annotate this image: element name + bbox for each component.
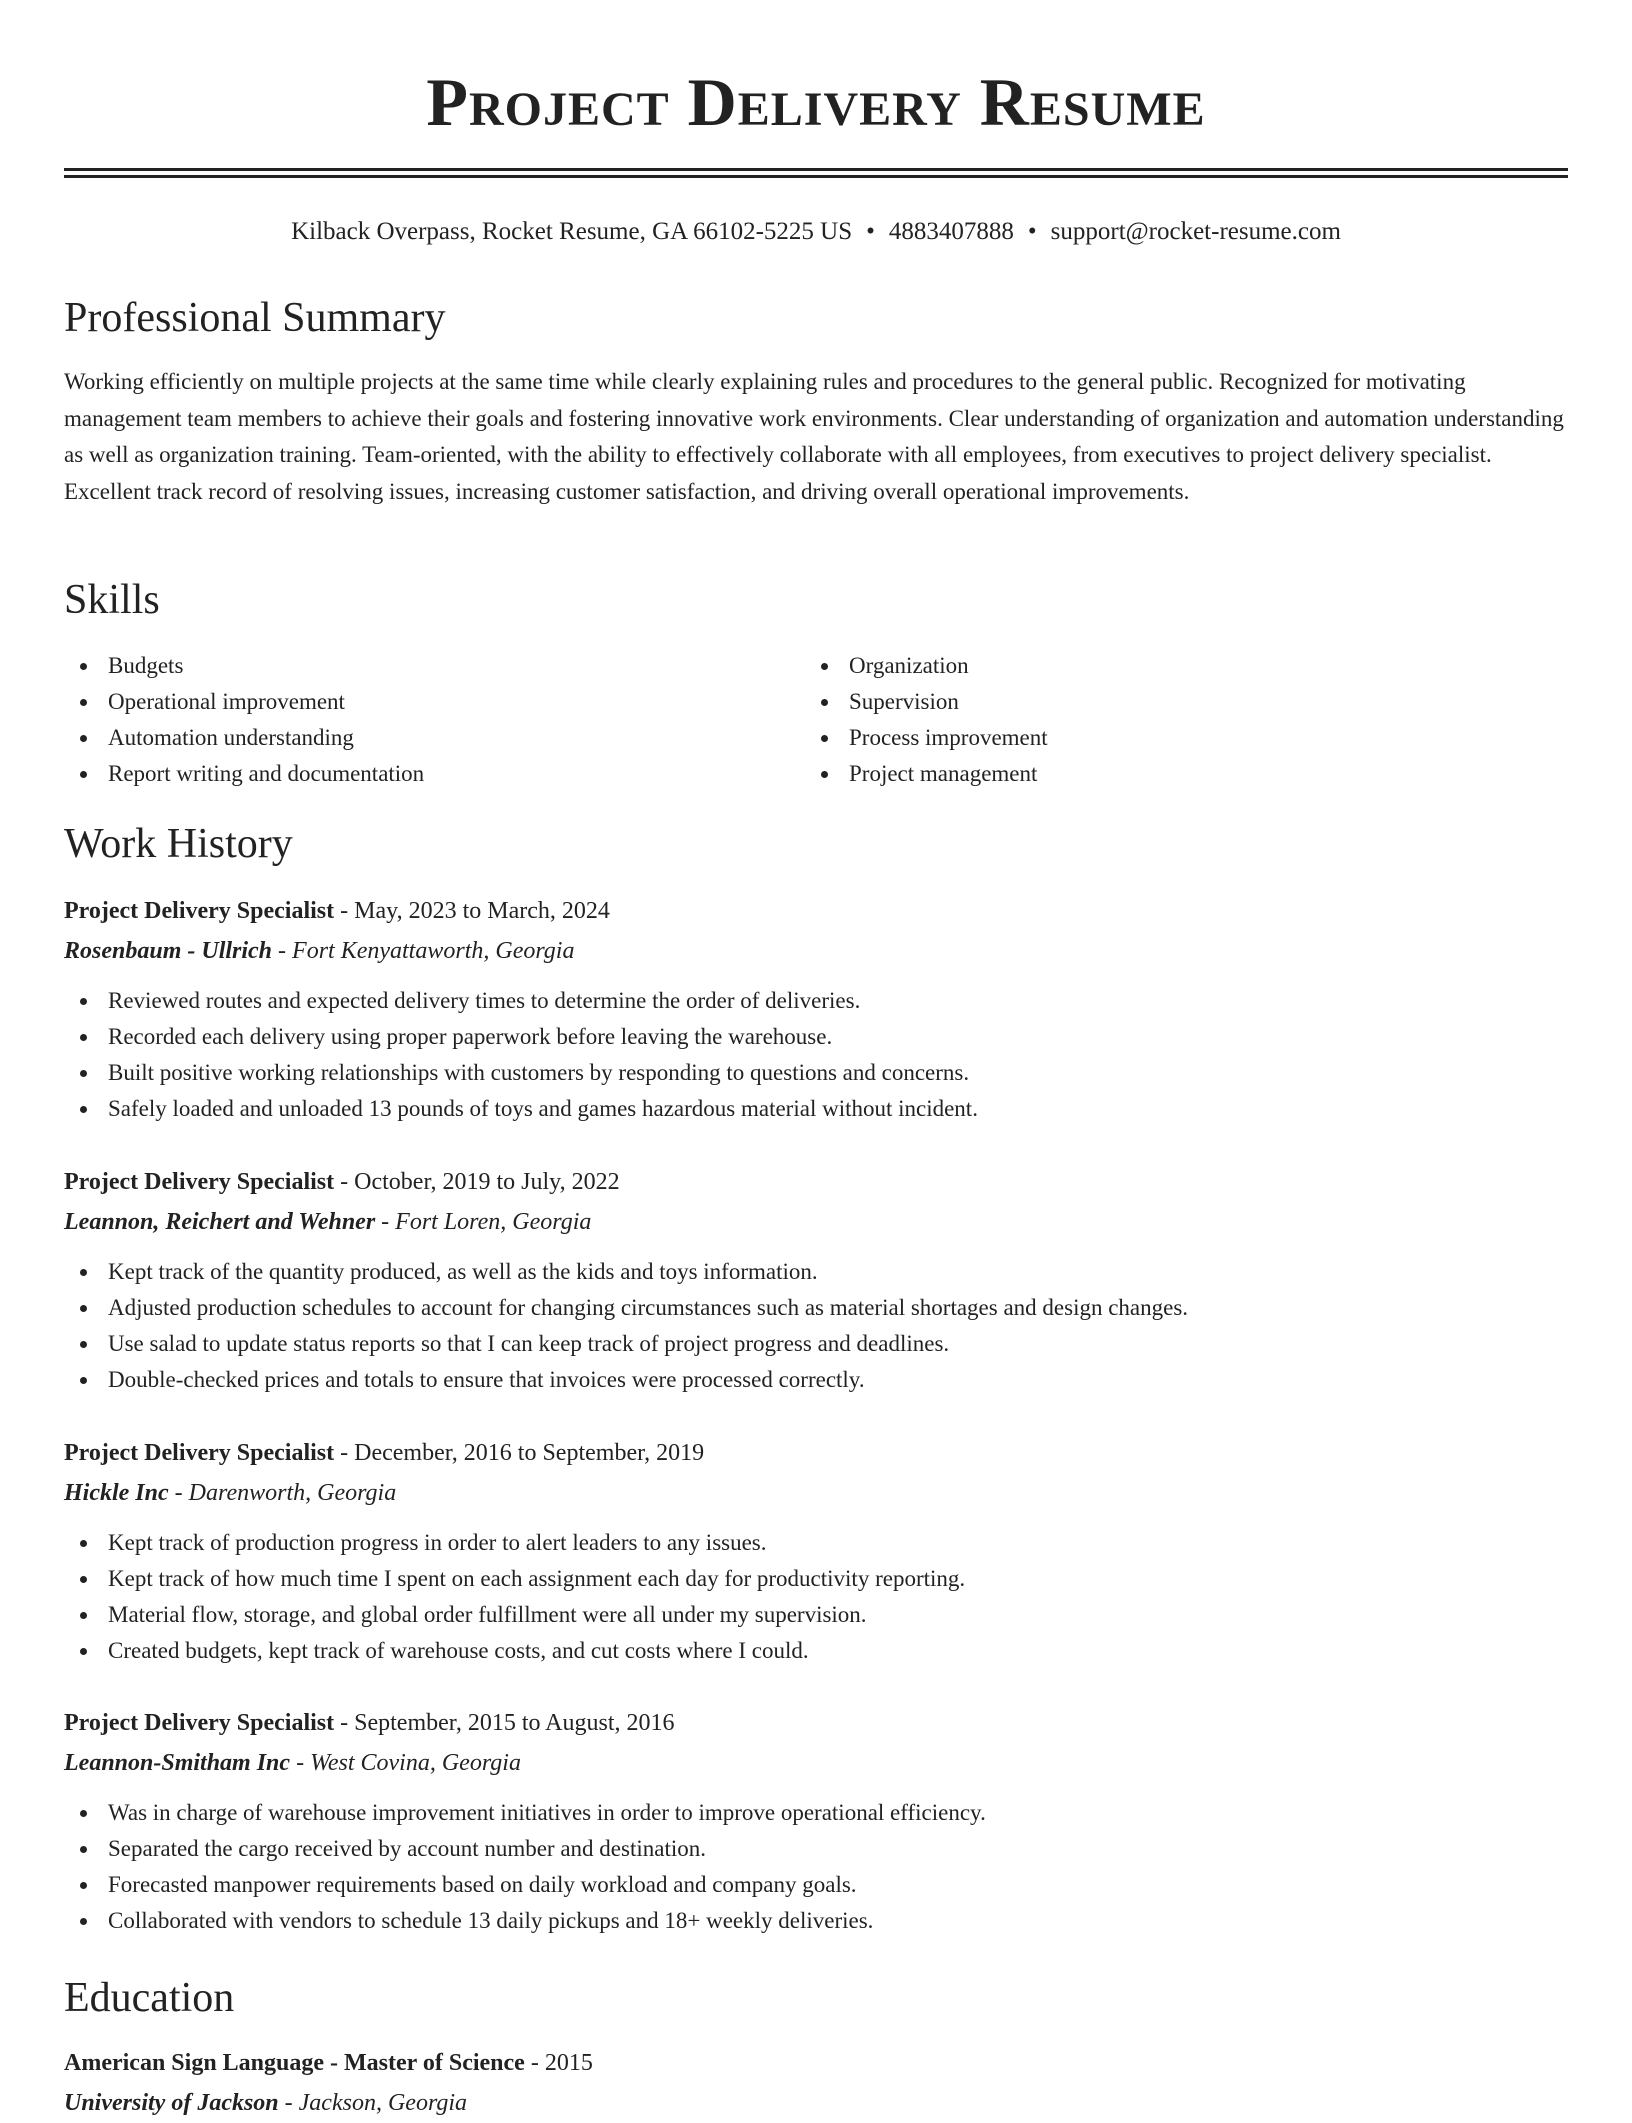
job-bullet: Was in charge of warehouse improvement initiatives in order to improve operational efficiency.: [64, 1795, 1568, 1831]
skill-item: Project management: [805, 756, 1565, 792]
job-entry: [64, 1703, 1568, 1939]
education-school: University of Jackson: [64, 2090, 279, 2116]
job-separator: -: [168, 1480, 189, 1506]
job-bullets: [64, 1254, 1568, 1398]
education-degree: American Sign Language - Master of Science: [64, 2050, 525, 2076]
job-dates: October, 2019 to July, 2022: [354, 1169, 620, 1195]
job-separator: -: [272, 938, 293, 964]
job-bullets: [64, 1525, 1568, 1669]
skills-list-right: [805, 648, 1565, 792]
job-role: Project Delivery Specialist: [64, 1710, 335, 1736]
job-location: Fort Kenyattaworth, Georgia: [292, 938, 575, 964]
job-dates: September, 2015 to August, 2016: [354, 1710, 675, 1736]
education-heading: Education: [64, 1975, 235, 2021]
job-org-line: [64, 931, 1568, 971]
job-role: Project Delivery Specialist: [64, 1440, 335, 1466]
contact-email: support@rocket-resume.com: [1050, 218, 1341, 245]
title-divider-bottom: [64, 175, 1568, 178]
contact-phone: 4883407888: [888, 218, 1014, 245]
job-bullets: [64, 983, 1568, 1127]
job-entry: [64, 1433, 1568, 1669]
job-separator: -: [290, 1750, 311, 1776]
resume-page: [64, 0, 1568, 2116]
skill-item: Operational improvement: [64, 684, 804, 720]
job-title-line: [64, 891, 1568, 931]
job-org-line: [64, 1473, 1568, 1513]
education-degree-line: [64, 2043, 1568, 2083]
job-bullet: Material flow, storage, and global order fulfillment were all under my supervision.: [64, 1597, 1568, 1633]
job-bullet: Double-checked prices and totals to ensure that invoices were processed correctly.: [64, 1362, 1568, 1398]
job-location: Fort Loren, Georgia: [395, 1209, 592, 1235]
skills-list-left: [64, 648, 804, 792]
resume-title: Project Delivery Resume: [426, 64, 1206, 140]
job-entry: [64, 1162, 1568, 1398]
job-org-line: [64, 1743, 1568, 1783]
job-company: Leannon-Smitham Inc: [64, 1750, 291, 1776]
work-history-heading: Work History: [64, 821, 293, 867]
skills-heading: Skills: [64, 577, 160, 623]
job-bullet: Kept track of production progress in order to alert leaders to any issues.: [64, 1525, 1568, 1561]
job-org-line: [64, 1202, 1568, 1242]
job-bullet: Safely loaded and unloaded 13 pounds of toys and games hazardous material without incident.: [64, 1091, 1568, 1127]
job-bullet: Use salad to update status reports so that I can keep track of project progress and deadlines.: [64, 1326, 1568, 1362]
contact-address: Kilback Overpass, Rocket Resume, GA 66102-5225 US: [291, 218, 853, 245]
job-separator: -: [334, 1710, 355, 1736]
job-title-line: [64, 1703, 1568, 1743]
job-company: Rosenbaum - Ullrich: [64, 938, 273, 964]
job-separator: -: [375, 1209, 396, 1235]
contact-separator: •: [866, 218, 875, 245]
job-role: Project Delivery Specialist: [64, 1169, 335, 1195]
job-bullet: Separated the cargo received by account number and destination.: [64, 1831, 1568, 1867]
job-location: Darenworth, Georgia: [188, 1480, 397, 1506]
job-location: West Covina, Georgia: [310, 1750, 521, 1776]
job-bullet: Collaborated with vendors to schedule 13 daily pickups and 18+ weekly deliveries.: [64, 1903, 1568, 1939]
education-school-line: [64, 2083, 1568, 2123]
job-title-line: [64, 1162, 1568, 1202]
job-title-line: [64, 1433, 1568, 1473]
job-bullet: Kept track of the quantity produced, as well as the kids and toys information.: [64, 1254, 1568, 1290]
job-company: Hickle Inc: [64, 1480, 169, 1506]
summary-heading: Professional Summary: [64, 295, 446, 341]
skill-item: Process improvement: [805, 720, 1565, 756]
job-bullet: Adjusted production schedules to account for changing circumstances such as material shortages and design changes.: [64, 1290, 1568, 1326]
skill-item: Organization: [805, 648, 1565, 684]
job-bullet: Recorded each delivery using proper paperwork before leaving the warehouse.: [64, 1019, 1568, 1055]
skill-item: Report writing and documentation: [64, 756, 804, 792]
education-location: Jackson, Georgia: [298, 2090, 468, 2116]
summary-text: Working efficiently on multiple projects at the same time while clearly explaining rules and procedures to the general public. Recognized for motivating management team members to achieve their goals and fostering innovative work environments. Clear understanding of organization and automation understanding as well as organization training. Team-oriented, with the ability to effectively collaborate with all employees, from executives to project delivery specialist. Excellent track record of resolving issues, increasing customer satisfaction, and driving overall operational improvements.: [64, 369, 1564, 504]
job-company: Leannon, Reichert and Wehner: [64, 1209, 376, 1235]
job-separator: -: [334, 1440, 355, 1466]
job-bullet: Kept track of how much time I spent on each assignment each day for productivity reporting.: [64, 1561, 1568, 1597]
skill-item: Automation understanding: [64, 720, 804, 756]
education-separator: -: [524, 2050, 545, 2076]
contact-separator: •: [1027, 218, 1037, 245]
title-divider-top: [64, 168, 1568, 171]
job-bullet: Reviewed routes and expected delivery times to determine the order of deliveries.: [64, 983, 1568, 1019]
job-bullet: Forecasted manpower requirements based on daily workload and company goals.: [64, 1867, 1568, 1903]
job-separator: -: [334, 1169, 355, 1195]
skill-item: Supervision: [805, 684, 1565, 720]
job-bullet: Built positive working relationships with customers by responding to questions and concerns.: [64, 1055, 1568, 1091]
job-dates: May, 2023 to March, 2024: [354, 898, 610, 924]
education-year: 2015: [544, 2050, 593, 2076]
education-entry: [64, 2043, 1568, 2123]
skill-item: Budgets: [64, 648, 804, 684]
job-entry: [64, 891, 1568, 1127]
job-separator: -: [334, 898, 355, 924]
job-role: Project Delivery Specialist: [64, 898, 335, 924]
job-bullets: [64, 1795, 1568, 1939]
job-bullet: Created budgets, kept track of warehouse costs, and cut costs where I could.: [64, 1633, 1568, 1669]
education-separator: -: [278, 2090, 299, 2116]
job-dates: December, 2016 to September, 2019: [354, 1440, 705, 1466]
contact-line: [64, 214, 1568, 250]
